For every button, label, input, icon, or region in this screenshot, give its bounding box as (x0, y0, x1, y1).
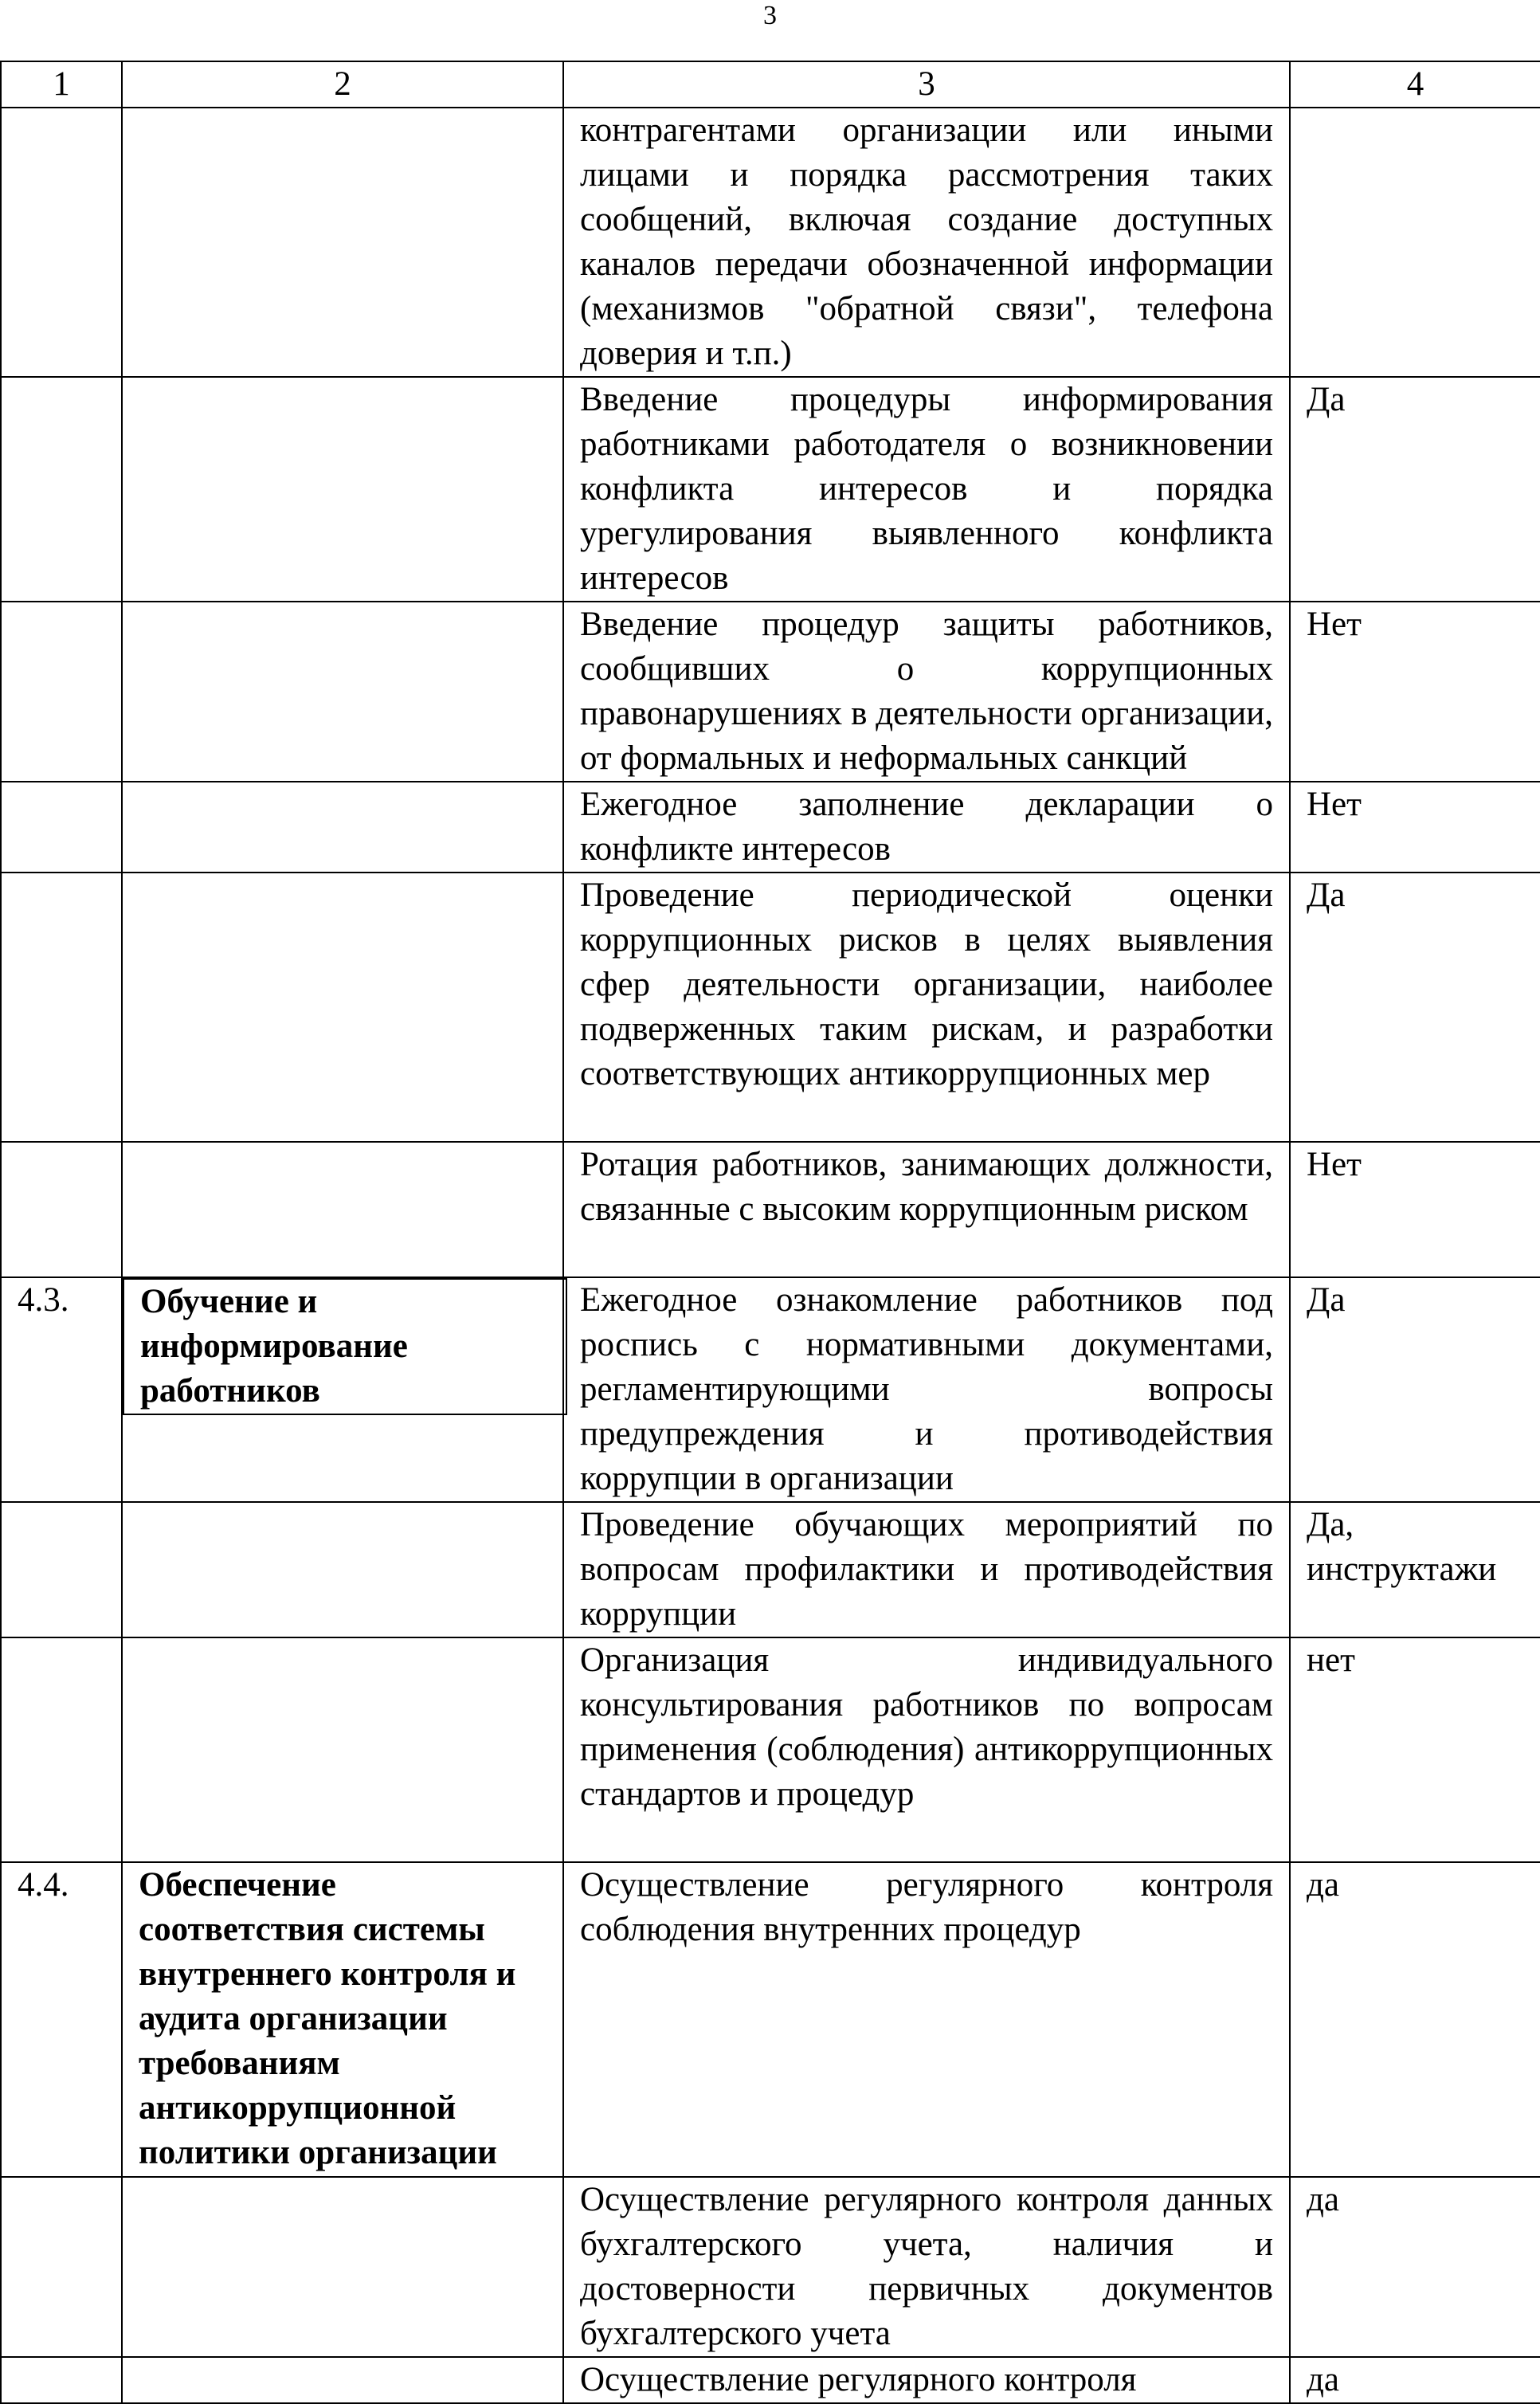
row-measure: Ежегодное ознакомление работников под роспись с нормативными документами, регламентирующими вопросы предупреждения и противодействия коррупции в организации (563, 1277, 1290, 1502)
row-section (122, 602, 563, 782)
row-number (1, 1502, 122, 1637)
row-measure: Введение процедуры информирования работниками работодателя о возникновении конфликта интересов и порядка урегулирования выявленного конфликта интересов (563, 377, 1290, 602)
row-measure: Введение процедур защиты работников, сообщивших о коррупционных правонарушениях в деятельности организации, от формальных и неформальных санкций (563, 602, 1290, 782)
row-section: Обеспечение соответствия системы внутреннего контроля и аудита организации требованиям антикоррупционной политики организации (122, 1862, 563, 2177)
row-status: Нет (1290, 602, 1540, 782)
row-status: Нет (1290, 1142, 1540, 1277)
row-section (122, 108, 563, 377)
row-number (1, 1142, 122, 1277)
row-status: да (1290, 1862, 1540, 2177)
table-row (1, 1862, 1540, 2177)
table-row (1, 377, 1540, 602)
row-number (1, 782, 122, 873)
row-measure: Проведение обучающих мероприятий по вопросам профилактики и противодействия коррупции (563, 1502, 1290, 1637)
row-section (122, 873, 563, 1142)
row-section (122, 1637, 563, 1862)
row-number: 4.4. (1, 1862, 122, 2177)
table-row (1, 1142, 1540, 1277)
row-section (122, 1142, 563, 1277)
row-status (1290, 108, 1540, 377)
row-measure: Осуществление регулярного контроля (563, 2357, 1290, 2403)
row-section (122, 1502, 563, 1637)
row-number (1, 108, 122, 377)
page-number: 3 (763, 1, 777, 30)
table-row (1, 2177, 1540, 2357)
row-measure: Осуществление регулярного контроля данных бухгалтерского учета, наличия и достоверности первичных документов бухгалтерского учета (563, 2177, 1290, 2357)
row-number (1, 2357, 122, 2403)
row-section (122, 782, 563, 873)
table-row (1, 1637, 1540, 1862)
row-status: нет (1290, 1637, 1540, 1862)
row-measure: контрагентами организации или иными лицами и порядка рассмотрения таких сообщений, включая создание доступных каналов передачи обозначенной информации (механизмов "обратной связи", телефона доверия и т.п.) (563, 108, 1290, 377)
row-section: Обучение и информирование работников (123, 1278, 567, 1415)
table-row (1, 782, 1540, 873)
row-status: Нет (1290, 782, 1540, 873)
row-measure: Организация индивидуального консультирования работников по вопросам применения (соблюдения) антикоррупционных стандартов и процедур (563, 1637, 1290, 1862)
row-measure: Проведение периодической оценки коррупционных рисков в целях выявления сфер деятельности организации, наиболее подверженных таким рискам, и разработки соответствующих антикоррупционных мер (563, 873, 1290, 1142)
row-number (1, 377, 122, 602)
row-number (1, 1637, 122, 1862)
table-row (1, 1502, 1540, 1637)
measures-table (0, 61, 1540, 2404)
table-header-row (1, 61, 1540, 108)
row-measure: Ежегодное заполнение декларации о конфликте интересов (563, 782, 1290, 873)
row-number (1, 602, 122, 782)
table-row (1, 2357, 1540, 2403)
table-row (1, 1277, 1540, 1502)
row-status: Да (1290, 1277, 1540, 1502)
row-measure: Ротация работников, занимающих должности, связанные с высоким коррупционным риском (563, 1142, 1290, 1277)
row-status: Да (1290, 377, 1540, 602)
header-col-4: 4 (1290, 61, 1540, 108)
row-measure: Осуществление регулярного контроля соблюдения внутренних процедур (563, 1862, 1290, 2177)
header-col-1: 1 (1, 61, 122, 108)
row-section (122, 377, 563, 602)
table-row (1, 602, 1540, 782)
row-status: да (1290, 2177, 1540, 2357)
row-status: Да (1290, 873, 1540, 1142)
row-status: Да, инструктажи (1290, 1502, 1540, 1637)
row-section (122, 2357, 563, 2403)
table-row (1, 108, 1540, 377)
row-number (1, 873, 122, 1142)
row-number: 4.3. (1, 1277, 122, 1502)
row-section (122, 2177, 563, 2357)
row-number (1, 2177, 122, 2357)
header-col-3: 3 (563, 61, 1290, 108)
table-row (1, 873, 1540, 1142)
header-col-2: 2 (122, 61, 563, 108)
row-status: да (1290, 2357, 1540, 2403)
